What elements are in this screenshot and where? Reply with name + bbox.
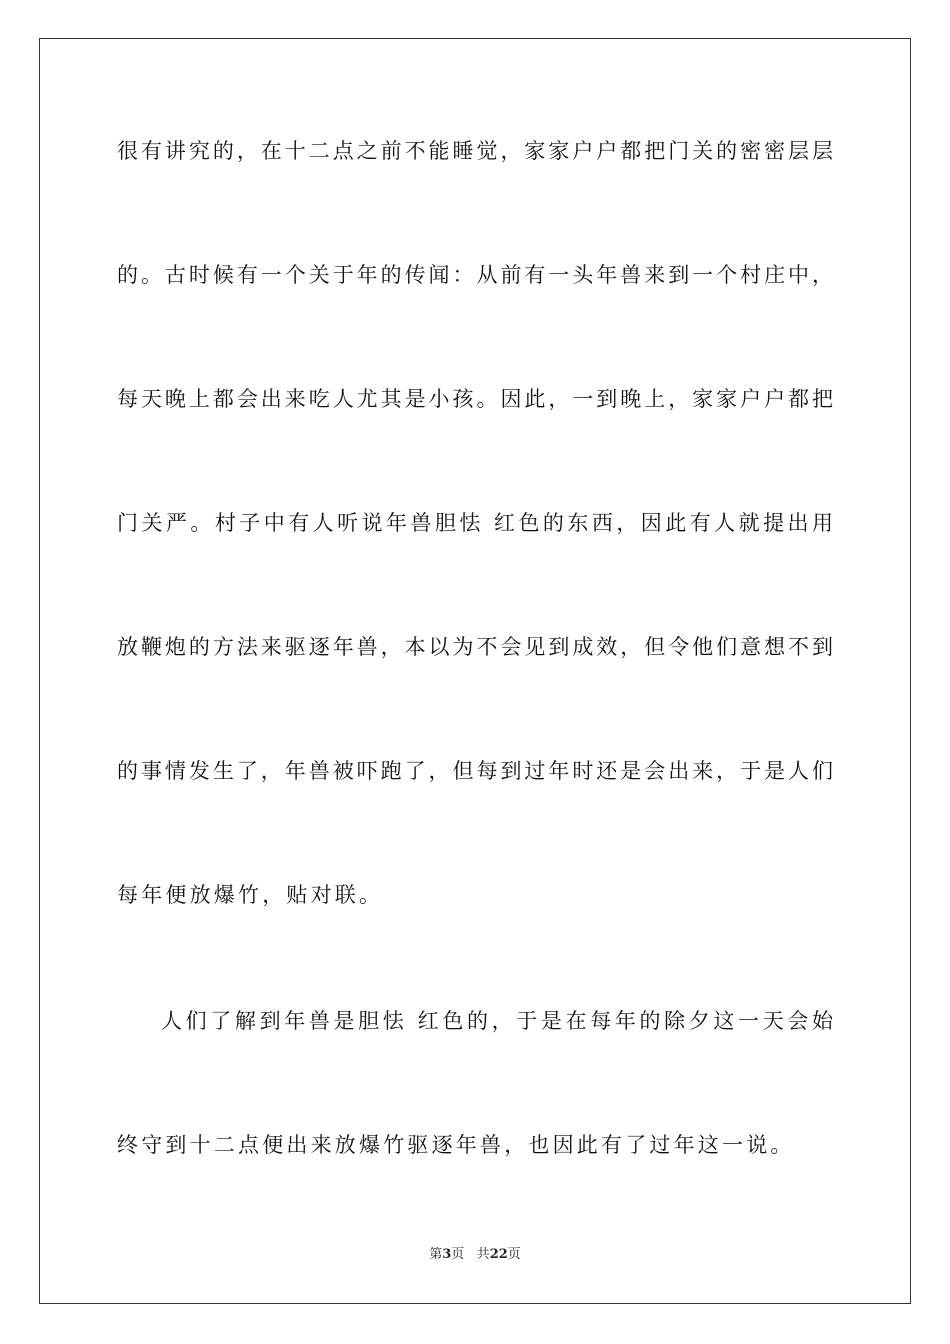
text-line: 终守到十二点便出来放爆竹驱逐年兽，也因此有了过年这一说。 [117, 1133, 795, 1157]
text-line: 很有讲究的，在十二点之前不能睡觉，家家户户都把门关的密密层层 [117, 139, 833, 163]
total-prefix: 共 [476, 1247, 490, 1262]
paragraph-first-line: 人们了解到年兽是胆怯 红色的，于是在每年的除夕这一天会始 [161, 1009, 833, 1033]
text-line: 每天晚上都会出来吃人尤其是小孩。因此，一到晚上，家家户户都把 [117, 387, 833, 411]
text-line: 的事情发生了，年兽被吓跑了，但每到过年时还是会出来，于是人们 [117, 759, 833, 783]
total-pages: 22 [489, 1247, 508, 1262]
page-prefix: 第 [429, 1247, 443, 1262]
page-suffix: 页 [451, 1247, 465, 1262]
page-number: 3 [442, 1247, 452, 1262]
page-border [39, 38, 911, 1304]
text-line: 每年便放爆竹，贴对联。 [117, 883, 384, 907]
text-line: 放鞭炮的方法来驱逐年兽，本以为不会见到成效，但令他们意想不到 [117, 635, 833, 659]
text-line: 门关严。村子中有人听说年兽胆怯 红色的东西，因此有人就提出用 [117, 511, 833, 535]
page-footer [0, 1247, 950, 1263]
total-suffix: 页 [507, 1247, 521, 1262]
text-line: 的。古时候有一个关于年的传闻：从前有一头年兽来到一个村庄中， [117, 263, 833, 287]
